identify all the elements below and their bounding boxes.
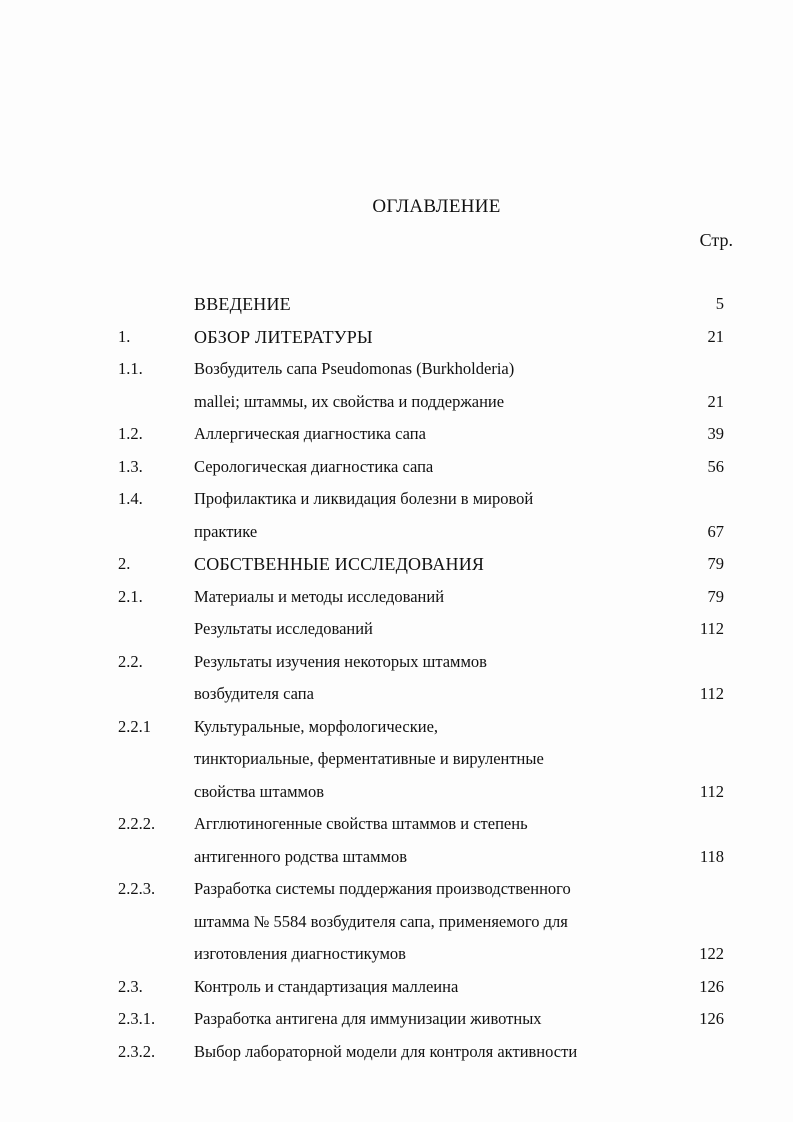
page-column-label: Стр. — [699, 230, 733, 250]
toc-entry-number: 1. — [118, 326, 131, 346]
toc-entry-text: Материалы и методы исследований — [194, 586, 445, 606]
table-of-contents — [118, 288, 738, 1068]
toc-entry-text: Разработка системы поддержания производственного — [194, 879, 571, 898]
toc-entry-line — [118, 288, 738, 321]
toc-entry-line — [118, 548, 738, 581]
toc-entry-text: Разработка антигена для иммунизации животных — [194, 1009, 542, 1028]
toc-entry-number: 2.3. — [118, 976, 143, 996]
toc-entry-page: 122 — [699, 944, 724, 963]
toc-entry-line — [118, 516, 738, 549]
toc-entry-text: mallei; штаммы, их свойства и поддержание — [194, 391, 505, 411]
toc-entry-number: 2.3.2. — [118, 1041, 156, 1061]
toc-entry-text: Выбор лабораторной модели для контроля активности — [194, 1041, 578, 1061]
toc-entry-text: Профилактика и ликвидация болезни в мировой — [194, 489, 534, 508]
toc-entry-text: свойства штаммов — [194, 781, 325, 801]
toc-entry-line — [118, 906, 738, 939]
toc-entry-line — [118, 646, 738, 679]
toc-entry-text: Контроль и стандартизация маллеина — [194, 976, 459, 996]
toc-entry-page: 112 — [699, 781, 724, 801]
toc-entry-page: 112 — [699, 619, 724, 638]
toc-entry-number: 1.3. — [118, 456, 143, 476]
toc-entry-page: 79 — [707, 586, 724, 606]
toc-entry-number: 2.1. — [118, 586, 143, 606]
toc-entry-text: Агглютиногенные свойства штаммов и степень — [194, 814, 528, 833]
toc-entry-text: ВВЕДЕНИЕ — [194, 294, 291, 314]
toc-entry-line — [118, 1036, 738, 1069]
toc-entry-text: Результаты исследований — [194, 619, 373, 638]
toc-entry-number: 1.2. — [118, 424, 143, 443]
toc-entry-number: 2.2.1 — [118, 716, 151, 736]
toc-entry-page: 21 — [707, 391, 724, 411]
toc-entry-page: 126 — [699, 1009, 724, 1028]
toc-entry-page: 56 — [707, 456, 724, 476]
toc-entry-text: Серологическая диагностика сапа — [194, 456, 434, 476]
toc-entry-line — [118, 613, 738, 646]
toc-entry-number: 2. — [118, 554, 131, 573]
toc-entry-text: изготовления диагностикумов — [194, 944, 406, 963]
toc-entry-text: Возбудитель сапа Pseudomonas (Burkholderia) — [194, 359, 515, 378]
toc-entry-line — [118, 321, 738, 354]
toc-entry-text: возбудителя сапа — [194, 684, 314, 703]
toc-entry-line — [118, 353, 738, 386]
toc-entry-line — [118, 418, 738, 451]
toc-entry-line — [118, 743, 738, 776]
toc-entry-number: 2.2.3. — [118, 879, 156, 898]
toc-entry-text: Результаты изучения некоторых штаммов — [194, 651, 487, 671]
toc-entry-page: 112 — [699, 684, 724, 703]
toc-entry-line — [118, 451, 738, 484]
toc-entry-line — [118, 581, 738, 614]
toc-entry-line — [118, 678, 738, 711]
toc-entry-text: ОБЗОР ЛИТЕРАТУРЫ — [194, 326, 373, 347]
toc-entry-number: 1.1. — [118, 359, 143, 378]
toc-entry-page: 118 — [699, 846, 724, 866]
toc-entry-text: тинкториальные, ферментативные и вирулентные — [194, 749, 544, 768]
toc-entry-line — [118, 938, 738, 971]
toc-entry-page: 79 — [707, 554, 724, 573]
toc-entry-page: 126 — [699, 976, 724, 996]
toc-entry-line — [118, 971, 738, 1004]
toc-entry-line — [118, 1003, 738, 1036]
toc-entry-line — [118, 873, 738, 906]
toc-entry-number: 2.2.2. — [118, 814, 156, 833]
toc-entry-line — [118, 711, 738, 744]
toc-entry-text: штамма № 5584 возбудителя сапа, применяемого для — [194, 911, 568, 931]
toc-entry-number: 1.4. — [118, 489, 143, 508]
toc-entry-line — [118, 841, 738, 874]
toc-entry-line — [118, 808, 738, 841]
toc-entry-text: антигенного родства штаммов — [194, 846, 408, 866]
toc-entry-page: 67 — [707, 521, 724, 541]
toc-entry-number: 2.3.1. — [118, 1009, 156, 1028]
toc-entry-page: 39 — [707, 424, 724, 443]
toc-entry-page: 21 — [707, 326, 724, 346]
toc-entry-text: Аллергическая диагностика сапа — [194, 424, 426, 443]
toc-entry-text: практике — [194, 521, 258, 541]
toc-entry-page: 5 — [715, 294, 724, 313]
toc-entry-number: 2.2. — [118, 651, 143, 671]
toc-entry-line — [118, 776, 738, 809]
toc-entry-text: Культуральные, морфологические, — [194, 716, 439, 736]
toc-entry-text: СОБСТВЕННЫЕ ИССЛЕДОВАНИЯ — [194, 554, 485, 574]
toc-entry-line — [118, 483, 738, 516]
toc-entry-line — [118, 386, 738, 419]
toc-title: ОГЛАВЛЕНИЕ — [372, 196, 501, 217]
